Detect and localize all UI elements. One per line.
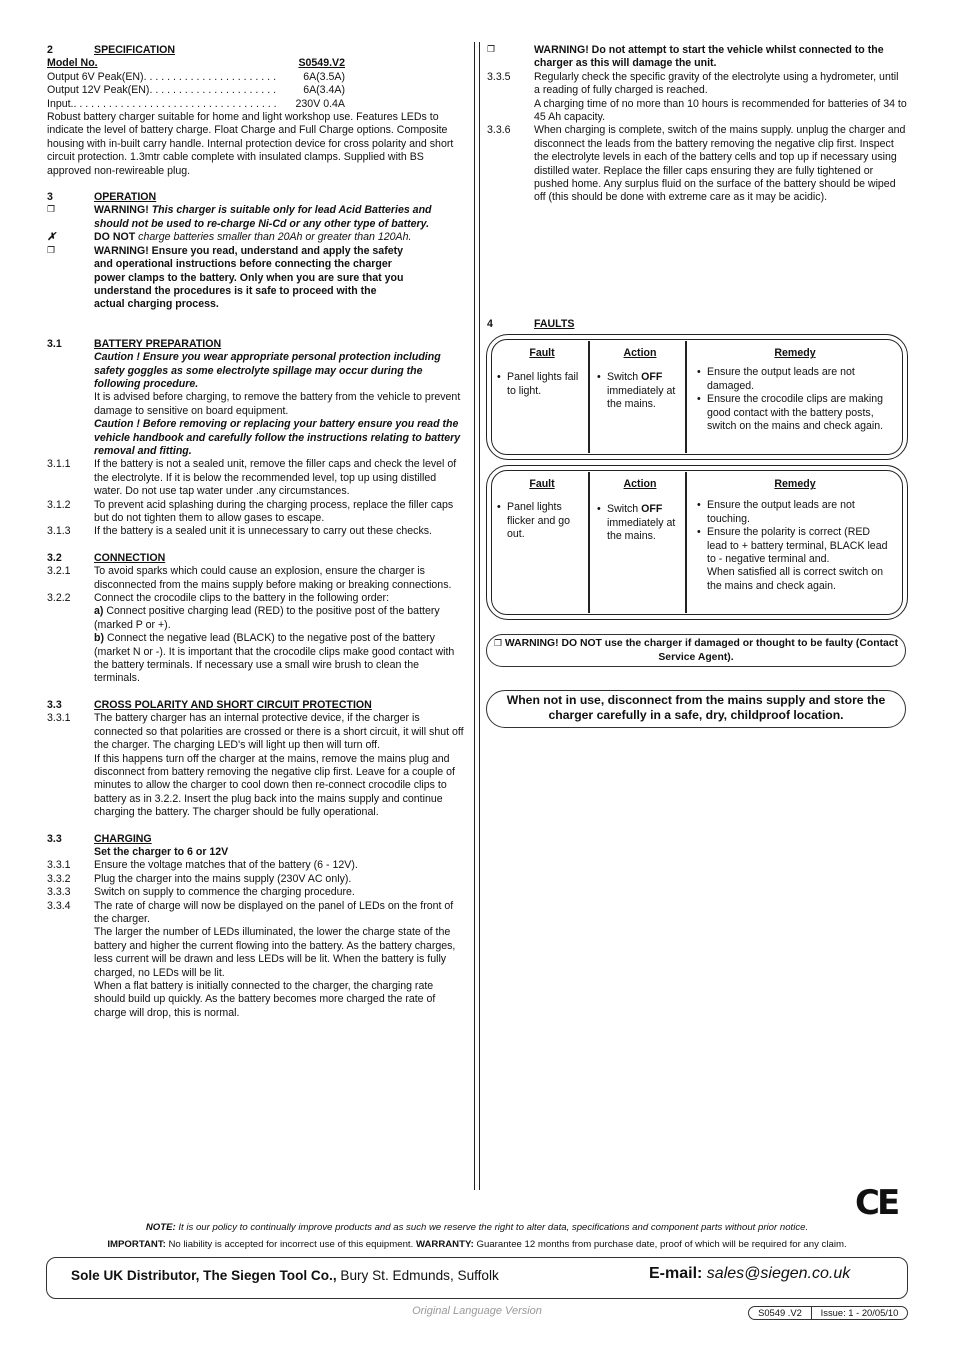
- prep-heading: 3.1 BATTERY PREPARATION: [47, 337, 222, 350]
- left-column: 2 SPECIFICATION Model No. S0549.V2 Output 6V Peak(EN). . . . . . . . . . . . . . . . . . . . . . . 6A(3.5A) Output 12V Peak(EN). . . . . . . . . . . . . . . . . . . . . . 6A(3.4A) Input.. . . . . . . . . . . . . . . . . . . . . . . . . . . . . . . . . . . 230V 0.4A Robust battery charger suitable for home and light workshop use. Features LEDs to indicate the level of battery charge. Float Charge and Full Charge options. Composite housing with in-built carry handle. Internal protection device for cross polarity and short circuit protection. 1.3mtr cable complete with insulated clamps. Supplied with BS approved non-rewireable plug. 3 OPERATION ❐ WARNING! This charger is suitable only for lead Acid Batteries and should not be used to re-charge Ni-Cd or any other type of battery. ✗ DO NOT charge batteries smaller than 20Ah or greater than 120Ah. ❐ WARNING! Ensure you read, understand and apply the safety and operational instructions before connecting the charger power clamps to the battery. Only when you are sure that you understand the procedures is it safe to proceed with the actual charging process. 3.1 BATTERY PREPARATION Caution ! Ensure you wear appropriate personal protection including safety goggles as some electrolyte spillage may occur during the following procedure. It is advised before charging, to remove the battery from the vehicle to prevent damage to sensitive on board equipment. Caution ! Before removing or replacing your battery ensure you read the vehicle handbook and carefully follow the instructions relating to battery removal and fitting. 3.1.1 If the battery is not a sealed unit, remove the filler caps and check the level of the electrolyte. If it is below the recommended level, top up using distilled water. Do not use tap water under .any circumstances. 3.1.2 To prevent acid splashing during the charging process, replace the filler caps but do not tighten them to allow gases to escape. 3.1.3 If the battery is a sealed unit it is unnecessary to carry out these checks. 3.2 CONNECTION 3.2.1 To avoid sparks which could cause an explosion, ensure the charger is disconnected from the mains supply before making or breaking connections. 3.2.2 Connect the crocodile clips to the battery in the following order: a) Connect positive charging lead (RED) to the positive post of the battery (marked P or +). b) Connect the negative lead (BLACK) to the negative post of the battery (market N or -). It is important that the crocodile clips make good contact with the battery terminals. If necessary use a small wire brush to clean the terminals. 3.3 CROSS POLARITY AND SHORT CIRCUIT PROTECTION 3.3.1 The battery charger has an internal protective device, if the charger is connected so that polarities are crossed or there is a short circuit, it will shut off the charger. The charging LED's will light up then will turn off. If this happens turn off the charger at the mains, remove the mains plug and disconnect from battery removing the negative clip first. Leave for a couple of minutes to allow the charger to cool down then re-connect crocodile clips to battery as in 3.2.2. Insert the plug back into the mains supply and continue charging the battery. The charger should be fully operational. 3.3 CHARGING Set the charger to 6 or 12V 3.3.1 Ensure the voltage matches that of the battery (6 - 12V). 3.3.2 Plug the charger into the mains supply (230V AC only). 3.3.3 Switch on supply to commence the charging procedure. 3.3.4 The rate of charge will now be displayed on the panel of LEDs on the front of the charger. The larger the number of LEDs illuminated, the lower the charge state of the battery and higher the current flowing into the battery. As the battery charges, less current will be drawn and less LEDs will be lit. When the battery is fully charged, no LEDs will be lit. When a flat battery is initially connected to the charger, the charging rate should build up quickly. As the battery becomes more charged the rate of charge will drop, this is normal.: [47, 44, 464, 1019]
- charging-paragraph-1: The larger the number of LEDs illuminated, the lower the charge state of the battery and higher the current flowing into the battery. As the battery charges, less current will be drawn and less LEDs will be lit. When the battery is fully charged, no LEDs will be lit.: [94, 926, 456, 979]
- storage-note: When not in use, disconnect from the mains supply and store the charger carefully in a safe, dry, childproof location.: [486, 690, 906, 728]
- prep-caution-2: Caution ! Before removing or replacing your battery ensure you read the vehicle handbook and carefully follow the instructions relating to battery removal and fitting.: [94, 418, 461, 457]
- operation-heading: 3 OPERATION: [47, 191, 157, 204]
- spec-heading: 2 SPECIFICATION: [47, 44, 176, 56]
- prep-item: 3.1.3 If the battery is a sealed unit it is unnecessary to carry out these checks.: [47, 525, 432, 538]
- charging-item: 3.3.5 Regularly check the specific gravity of the electrolyte using a hydrometer, until a reading of fully charged is reached.: [487, 70, 899, 97]
- action-header: Action: [623, 347, 657, 359]
- checkbox-icon: ❐: [487, 45, 496, 55]
- distributor-box: [46, 1257, 908, 1299]
- checkbox-icon: ❐: [47, 245, 56, 256]
- remedy-header: Remedy: [774, 347, 816, 359]
- spec-description: Robust battery charger suitable for home and light workshop use. Features LEDs to indicate the level of battery charge. Float Charge and Full Charge options. Composite housing with in-built carry handle. Internal protection device for cross polarity and short circuit protection. 1.3mtr cable complete with insulated clamps. Supplied with BS approved non-rewireable plug.: [47, 111, 454, 177]
- prep-item: 3.1.1 If the battery is not a sealed unit, remove the filler caps and check the level of the electrolyte. If it is below the recommended level, top up using distilled water. Do not use tap water under .any circumstances.: [47, 458, 457, 498]
- remedy-header: Remedy: [774, 478, 816, 490]
- connection-item: 3.2.2 Connect the crocodile clips to the battery in the following order:: [47, 592, 390, 605]
- fault-header: Fault: [529, 347, 555, 359]
- operation-warning-2: ✗ DO NOT charge batteries smaller than 20Ah or greater than 120Ah.: [47, 231, 412, 244]
- spec-model: Model No. S0549.V2: [47, 57, 345, 70]
- remedy-item: • Ensure the polarity is correct (RED lead to + battery terminal, BLACK lead to - negative terminal and.: [697, 526, 893, 566]
- charging-sub: Set the charger to 6 or 12V: [94, 845, 229, 858]
- operation-warning-1: ❐ WARNING! This charger is suitable only for lead Acid Batteries and should not be used to re-charge Ni-Cd or any other type of battery.: [47, 204, 432, 230]
- charging-item: 3.3.2 Plug the charger into the mains supply (230V AC only).: [47, 872, 352, 885]
- fault-cell: • Panel lights fail to light.: [497, 371, 587, 398]
- spec-out6: Output 6V Peak(EN). . . . . . . . . . . . . . . . . . . . . . . 6A(3.5A): [47, 70, 345, 83]
- spec-out12: Output 12V Peak(EN). . . . . . . . . . . . . . . . . . . . . . 6A(3.4A): [47, 84, 345, 97]
- charging-item: 3.3.1 Ensure the voltage matches that of the battery (6 - 12V).: [47, 859, 358, 872]
- spec-input: Input.. . . . . . . . . . . . . . . . . . . . . . . . . . . . . . . . . . . 230V 0.4A: [47, 97, 345, 110]
- action-header: Action: [623, 478, 657, 490]
- remedy-item: • Ensure the output leads are not damaged.: [697, 366, 893, 393]
- footer-note: NOTE: It is our policy to continually improve products and as such we reserve the right to alter data, specifications and component parts without prior notice.: [145, 1222, 809, 1233]
- action-cell: • Switch OFF immediately at the mains.: [597, 371, 683, 411]
- doc-code-badge: S0549 .V2 Issue: 1 - 20/05/10: [748, 1306, 908, 1320]
- prep-item: 3.1.2 To prevent acid splashing during the charging process, replace the filler caps but do not tighten them to allow gases to escape.: [47, 498, 454, 524]
- charging-item: 3.3.3 Switch on supply to commence the charging procedure.: [47, 886, 355, 899]
- damage-warning: ❐ WARNING! DO NOT use the charger if damaged or thought to be faulty (Contact Service Agent).: [486, 634, 906, 667]
- language-note: Original Language Version: [412, 1305, 542, 1317]
- fault-header: Fault: [529, 478, 555, 490]
- checkbox-icon: ❐: [493, 639, 503, 649]
- connection-item: 3.2.1 To avoid sparks which could cause an explosion, ensure the charger is disconnected from the mains supply before making or breaking connections.: [47, 565, 452, 591]
- distributor-text: Sole UK Distributor, The Siegen Tool Co., Bury St. Edmunds, Suffolk: [71, 1268, 499, 1283]
- action-cell: • Switch OFF immediately at the mains.: [597, 503, 683, 543]
- polarity-paragraph-1: The battery charger has an internal protective device, if the charger is connected so that polarities are crossed or there is a short circuit, it will shut off the charger. The charging LED's will light up then will turn off.: [94, 712, 464, 752]
- email-line: E-mail: sales@siegen.co.uk: [649, 1265, 851, 1282]
- charging-heading: 3.3 CHARGING: [47, 832, 152, 845]
- operation-warning-3: ❐ WARNING! Ensure you read, understand and apply the safety and operational instructions before connecting the charger power clamps to the battery. Only when you are sure that you understand the procedures is it safe to proceed with the actual charging process.: [47, 244, 404, 311]
- prep-paragraph: It is advised before charging, to remove the battery from the vehicle to prevent damage to sensitive on board equipment.: [94, 391, 461, 417]
- charging-item: 3.3.6 When charging is complete, switch of the mains supply. unplug the charger and disconnect the leads from the battery removing the negative clip first. Inspect the electrolyte levels in each of the battery cells and top up if necessary using distilled water. Replace the filler caps ensuring they are fully tightened or pushed home. Any surplus fluid on the surface of the battery should be wiped off (this should be done with extreme care as it may be acidic).: [487, 124, 906, 204]
- polarity-heading: 3.3 CROSS POLARITY AND SHORT CIRCUIT PROTECTION: [47, 698, 372, 711]
- column-divider-left: [474, 42, 475, 1190]
- polarity-paragraph-2: If this happens turn off the charger at the mains, remove the mains plug and disconnect from battery removing the negative clip first. Leave for a couple of minutes to allow the charger to cool down then re-connect crocodile clips to battery as in 3.2.2. Insert the plug back into the mains supply and continue charging the battery. The charger should be fully operational.: [94, 752, 455, 819]
- charging-paragraph-2: When a flat battery is initially connected to the charger, the charging rate should build up quickly. As the battery becomes more charged the rate of charge will drop, this is normal.: [94, 980, 436, 1019]
- faults-heading: 4 FAULTS: [487, 318, 575, 330]
- checkbox-icon: ❐: [47, 205, 56, 216]
- ce-mark: CE: [855, 1183, 898, 1223]
- email-link[interactable]: sales@siegen.co.uk: [706, 1265, 851, 1282]
- charging-item: 3.3.4 The rate of charge will now be displayed on the panel of LEDs on the front of the charger.: [47, 899, 454, 925]
- connection-heading: 3.2 CONNECTION: [47, 551, 166, 564]
- remedy-item: • Ensure the output leads are not touching.: [697, 499, 893, 526]
- prep-caution-1: Caution ! Ensure you wear appropriate personal protection including safety goggles as some electrolyte spillage may occur during the following procedure.: [94, 351, 441, 390]
- footer-important: IMPORTANT: No liability is accepted for incorrect use of this equipment. WARRANTY: Guarantee 12 months from purchase date, proof of which will be required for any claim.: [107, 1239, 847, 1250]
- fault-cell: • Panel lights flicker and go out.: [497, 501, 587, 541]
- remedy-item: • Ensure the crocodile clips are making good contact with the battery posts, switch on the mains and check again.: [697, 393, 893, 433]
- remedy-item-tail: When satisfied all is correct switch on the mains and check again.: [707, 566, 884, 592]
- vehicle-warning: ❐ WARNING! Do not attempt to start the vehicle whilst connected to the charger as this will damage the unit.: [487, 44, 884, 70]
- cross-icon: ✗: [47, 231, 56, 244]
- fault-table-1: [486, 334, 908, 460]
- charging-time-note: A charging time of no more than 10 hours is recommended for batteries of 34 to 45 Ah capacity.: [534, 97, 907, 124]
- fault-table-2: [486, 465, 908, 620]
- right-column: [487, 44, 907, 205]
- column-divider-right: [479, 42, 480, 1190]
